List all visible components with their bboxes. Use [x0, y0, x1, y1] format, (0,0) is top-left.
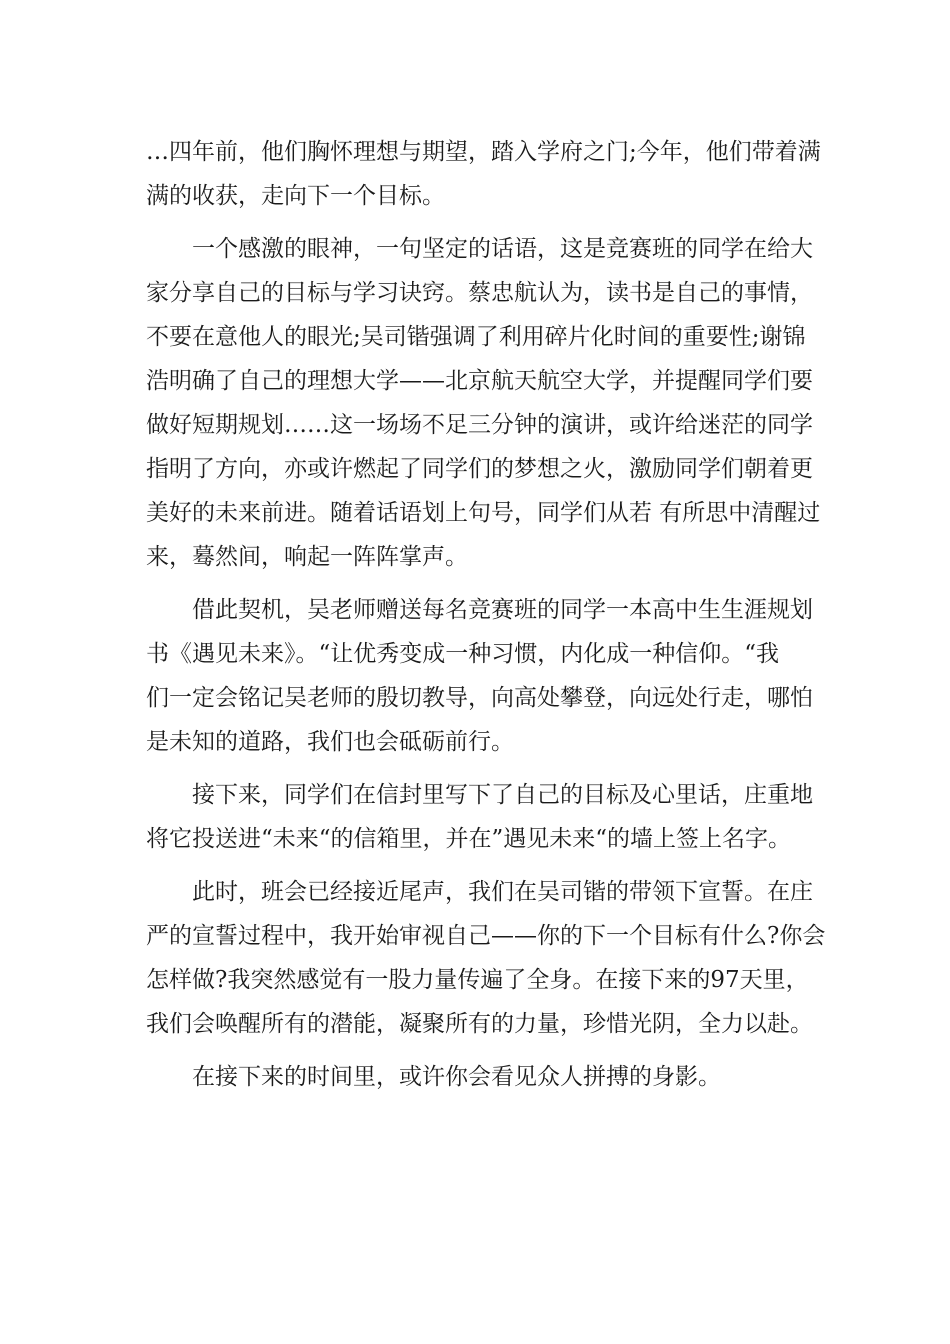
- text-line: 指明了方向，亦或许燃起了同学们的梦想之火，激励同学们朝着更: [146, 456, 813, 482]
- text-line: 来，蓦然间，响起一阵阵掌声。: [146, 544, 468, 570]
- paragraph: [146, 588, 814, 764]
- article-body: [146, 130, 826, 1099]
- paragraph: [146, 1055, 814, 1099]
- text-line: 书《遇见未来》。“让优秀变成一种习惯，内化成一种信仰。“我: [146, 641, 780, 667]
- text-line: 在接下来的时间里，或许你会看见众人拼搏的身影。: [146, 1064, 721, 1090]
- text-line: 严的宣誓过程中，我开始审视自己——你的下一个目标有什么?你会: [146, 923, 826, 949]
- text-line: 浩明确了自己的理想大学——北京航天航空大学，并提醒同学们要: [146, 368, 813, 394]
- text-line: 接下来，同学们在信封里写下了自己的目标及心里话，庄重地: [146, 782, 813, 808]
- text-line: 做好短期规划……这一场场不足三分钟的演讲，或许给迷茫的同学: [146, 412, 813, 438]
- text-line: 一个感激的眼神，一句坚定的话语，这是竞赛班的同学在给大: [146, 236, 813, 262]
- text-line: 满的收获，走向下一个目标。: [146, 183, 445, 209]
- paragraph: [146, 130, 821, 218]
- text-line: 家分享自己的目标与学习诀窍。蔡忠航认为，读书是自己的事情，: [146, 280, 813, 306]
- text-line: 是未知的道路，我们也会砥砺前行。: [146, 729, 514, 755]
- text-line: …四年前，他们胸怀理想与期望，踏入学府之门;今年，他们带着满: [146, 139, 821, 165]
- text-line: 怎样做?我突然感觉有一股力量传遍了全身。在接下来的97天里，: [146, 967, 809, 993]
- text-line: 借此契机，吴老师赠送每名竞赛班的同学一本高中生生涯规划: [146, 597, 813, 623]
- text-line: 此时，班会已经接近尾声，我们在吴司锴的带领下宣誓。在庄: [146, 879, 813, 905]
- text-line: 们一定会铭记吴老师的殷切教导，向高处攀登，向远处行走，哪怕: [146, 685, 813, 711]
- text-line: 我们会唤醒所有的潜能，凝聚所有的力量，珍惜光阴，全力以赴。: [146, 1011, 813, 1037]
- text-line: 不要在意他人的眼光;吴司锴强调了利用碎片化时间的重要性;谢锦: [146, 324, 806, 350]
- text-line: 将它投送进“未来“的信箱里，并在”遇见未来“的墙上签上名字。: [146, 826, 792, 852]
- paragraph: [146, 773, 814, 861]
- paragraph: [146, 227, 821, 579]
- text-line: 美好的未来前进。随着话语划上句号，同学们从若 有所思中清醒过: [146, 500, 821, 526]
- paragraph: [146, 870, 826, 1046]
